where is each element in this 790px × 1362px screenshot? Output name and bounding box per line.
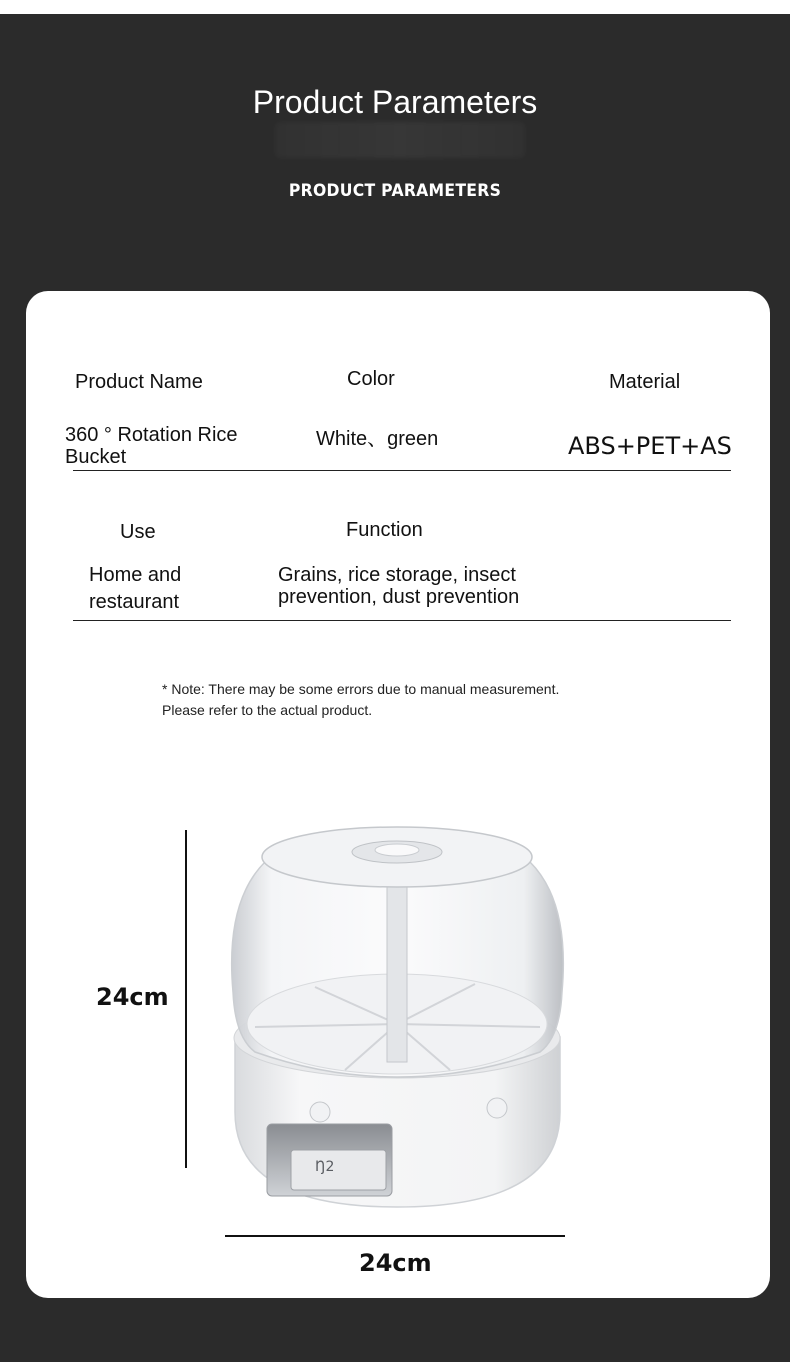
height-dimension-label: 24cm — [96, 983, 169, 1011]
color-label: Color — [347, 368, 395, 390]
page-title: Product Parameters — [252, 84, 538, 120]
use-label: Use — [120, 521, 156, 543]
product-name-label: Product Name — [75, 371, 203, 393]
lid-opening — [375, 844, 419, 856]
measurement-note — [162, 679, 559, 721]
height-dimension-line — [185, 830, 187, 1168]
drawer-handle — [291, 1150, 386, 1190]
central-shaft — [387, 882, 407, 1062]
drawer-label: Ŋ2 — [315, 1159, 335, 1175]
product-name-value — [65, 424, 238, 468]
material-value: ABS+PET+AS — [568, 432, 732, 460]
use-value — [89, 562, 181, 616]
product-name-value-line1: 360 ° Rotation Rice — [65, 424, 238, 446]
color-value: White、green — [316, 428, 439, 450]
right-rotation-button — [487, 1098, 507, 1118]
function-value — [278, 564, 519, 608]
row-divider-2 — [73, 620, 731, 621]
function-value-line1: Grains, rice storage, insect — [278, 564, 516, 586]
function-label: Function — [346, 519, 423, 541]
use-value-line1: Home and — [89, 564, 182, 586]
title-watermark — [275, 122, 525, 158]
product-name-value-line2: Bucket — [65, 446, 127, 468]
width-dimension-label: 24cm — [359, 1249, 432, 1277]
page-subtitle: PRODUCT PARAMETERS — [288, 181, 502, 201]
material-label: Material — [609, 371, 681, 393]
note-line2: Please refer to the actual product. — [162, 702, 373, 718]
use-value-line2: restaurant — [89, 591, 180, 613]
note-line1: * Note: There may be some errors due to manual measurement. — [162, 681, 560, 697]
width-dimension-line — [225, 1235, 565, 1237]
left-rotation-button — [310, 1102, 330, 1122]
rice-bucket-image — [225, 812, 570, 1212]
function-value-line2: prevention, dust prevention — [278, 586, 520, 608]
row-divider-1 — [73, 470, 731, 471]
